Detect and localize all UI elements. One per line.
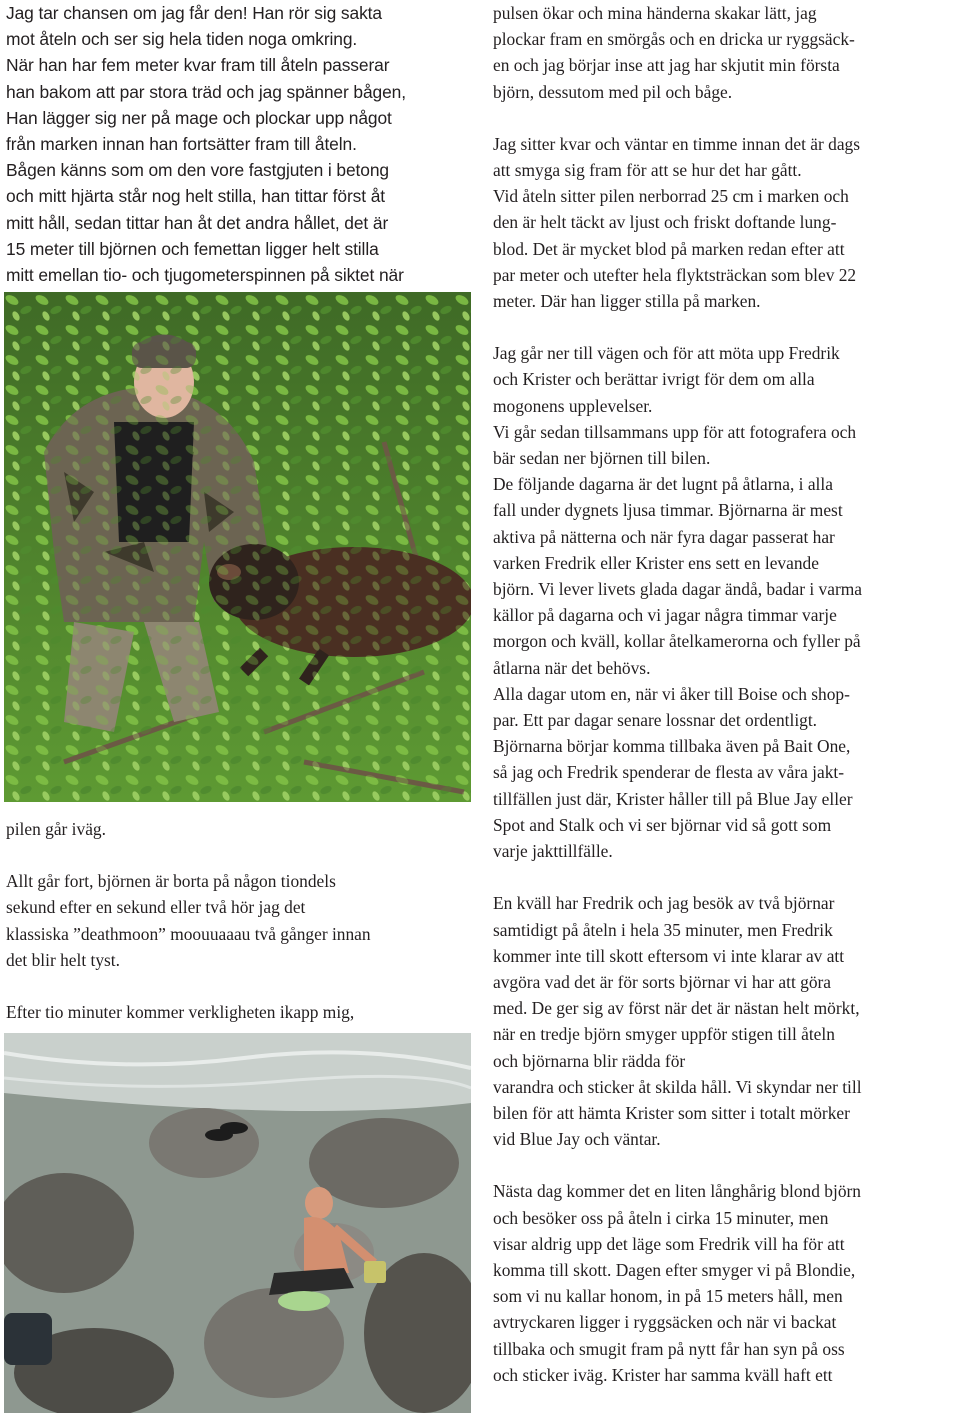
text-line: fall under dygnets ljusa timmar. Björnarna är mest <box>493 500 843 521</box>
text-line: tillbaka och smugit fram på nytt får han syn på oss <box>493 1338 845 1359</box>
text-line: Bågen känns som om den vore fastgjuten i betong <box>6 160 389 181</box>
text-line: vid Blue Jay och väntar. <box>493 1129 661 1150</box>
text-line: Alla dagar utom en, när vi åker till Boise och shop- <box>493 683 850 704</box>
text-line: aktiva på nätterna och när fyra dagar passerat har <box>493 526 835 547</box>
hot-spring-photo <box>4 1033 471 1413</box>
text-line: par. Ett par dagar senare lossnar det ordentligt. <box>493 710 818 731</box>
text-line: par meter och utefter hela flyktsträckan som blev 22 <box>493 264 857 285</box>
paragraph <box>493 131 960 314</box>
text-line: Jag går ner till vägen och för att möta upp Fredrik <box>493 343 840 364</box>
text-line: avtryckaren ligger i ryggsäcken och när vi backat <box>493 1312 837 1333</box>
text-line: från marken innan han fortsätter fram till åteln. <box>6 134 357 155</box>
text-line: bär sedan ner björnen till bilen. <box>493 448 711 469</box>
text-line: en och jag börjar inse att jag har skjutit min första <box>493 55 840 76</box>
text-line: björn. Vi lever livets glada dagar ändå, badar i varma <box>493 579 863 600</box>
text-line: visar aldrig upp det läge som Fredrik vill ha för att <box>493 1233 845 1254</box>
text-line: avgöra vad det är för sorts björnar vi har att göra <box>493 971 832 992</box>
text-line: tillfällen just där, Krister håller till på Blue Jay eller <box>493 788 853 809</box>
right-column <box>493 0 960 1388</box>
text-line: och Krister och berättar ivrigt för dem om alla <box>493 369 815 390</box>
text-line: det blir helt tyst. <box>6 949 120 970</box>
text-line: den är helt täckt av ljust och friskt doftande lung- <box>493 212 837 233</box>
text-line: med. De ger sig av först när det är nästan helt mörkt, <box>493 998 860 1019</box>
left-column-bottom <box>6 816 476 1025</box>
paragraph <box>493 0 960 105</box>
text-line: samtidigt på åteln i hela 35 minuter, men Fredrik <box>493 919 833 940</box>
text-line: Björnarna börjar komma tillbaka även på Bait One, <box>493 736 851 757</box>
text-line: åtlarna när det behövs. <box>493 657 651 678</box>
text-line: De följande dagarna är det lugnt på åtlarna, i alla <box>493 474 833 495</box>
text-line: som vi nu kallar honom, in på 15 meters håll, men <box>493 1286 843 1307</box>
text-line: Spot and Stalk och vi ser björnar vid så gott som <box>493 814 832 835</box>
text-line: plockar fram en smörgås och en dricka ur ryggsäck- <box>493 29 855 50</box>
text-line: meter. Där han ligger stilla på marken. <box>493 291 761 312</box>
text-line: så jag och Fredrik spenderar de flesta av våra jakt- <box>493 762 845 783</box>
text-line: Allt går fort, björnen är borta på någon tiondels <box>6 871 336 892</box>
text-line: pilen går iväg. <box>6 819 106 839</box>
text-line: Jag sitter kvar och väntar en timme innan det är dags <box>493 133 861 154</box>
text-line: pulsen ökar och mina händerna skakar lätt, jag <box>493 3 817 23</box>
text-line: morgon och kväll, kollar åtelkamerorna och fyller på <box>493 631 861 652</box>
text-line: björn, dessutom med pil och båge. <box>493 81 733 102</box>
text-line: bilen för att hämta Krister som sitter i totalt mörker <box>493 1102 850 1123</box>
left-column-top <box>6 0 476 288</box>
text-line: och besöker oss på åteln i cirka 15 minuter, men <box>493 1207 829 1228</box>
text-line: En kväll har Fredrik och jag besök av två björnar <box>493 893 835 914</box>
text-line: komma till skott. Dagen efter smyger vi på Blondie, <box>493 1259 856 1280</box>
text-line: att smyga sig fram för att se hur det har gått. <box>493 160 802 181</box>
text-line: varje jakttillfälle. <box>493 841 613 862</box>
text-line: och sticker iväg. Krister har samma kväll haft ett <box>493 1364 833 1385</box>
text-line: mot åteln och ser sig hela tiden noga omkring. <box>6 29 358 50</box>
text-line: blod. Det är mycket blod på marken redan efter att <box>493 238 845 259</box>
text-line: och mitt hjärta står nog helt stilla, han tittar först åt <box>6 186 386 207</box>
paragraph <box>493 340 960 864</box>
paragraph <box>493 1178 960 1388</box>
text-line: Vid åteln sitter pilen nerborrad 25 cm i marken och <box>493 186 849 207</box>
text-line: kommer inte till skott eftersom vi inte klarar av att <box>493 945 845 966</box>
text-line: 15 meter till björnen och femettan ligger helt stilla <box>6 238 379 259</box>
text-line: varandra och sticker åt skilda håll. Vi skyndar ner till <box>493 1076 862 1097</box>
text-line: Nästa dag kommer det en liten långhårig blond björn <box>493 1181 862 1202</box>
text-line: mitt emellan tio- och tjugometerspinnen på siktet när <box>6 265 404 286</box>
text-line: mitt håll, sedan tittar han åt det andra hållet, det är <box>6 212 389 233</box>
text-line: mogonens upplevelser. <box>493 395 653 416</box>
text-line: Efter tio minuter kommer verkligheten ikapp mig, <box>6 1002 355 1023</box>
text-line: När han har fem meter kvar fram till åteln passerar <box>6 55 390 76</box>
paragraph <box>6 868 476 973</box>
text-line: klassiska ”deathmoon” moouuaaau två gånger innan <box>6 923 371 944</box>
paragraph <box>493 890 960 1152</box>
text-line: källor på dagarna och vi jagar några timmar varje <box>493 605 837 626</box>
hunter-with-bear-photo <box>4 292 471 802</box>
text-line: han bakom att par stora träd och jag spänner bågen, <box>6 81 406 102</box>
text-line: Jag tar chansen om jag får den! Han rör sig sakta <box>6 3 382 23</box>
text-line: och björnarna blir rädda för <box>493 1050 686 1071</box>
text-line: Han lägger sig ner på mage och plockar upp något <box>6 107 392 128</box>
text-line: sekund efter en sekund eller två hör jag det <box>6 897 306 918</box>
text-line: Vi går sedan tillsammans upp för att fotografera och <box>493 421 857 442</box>
text-line: varken Fredrik eller Krister ens sett en levande <box>493 552 819 573</box>
text-line: när en tredje björn smyger uppför stigen till åteln <box>493 1024 835 1045</box>
